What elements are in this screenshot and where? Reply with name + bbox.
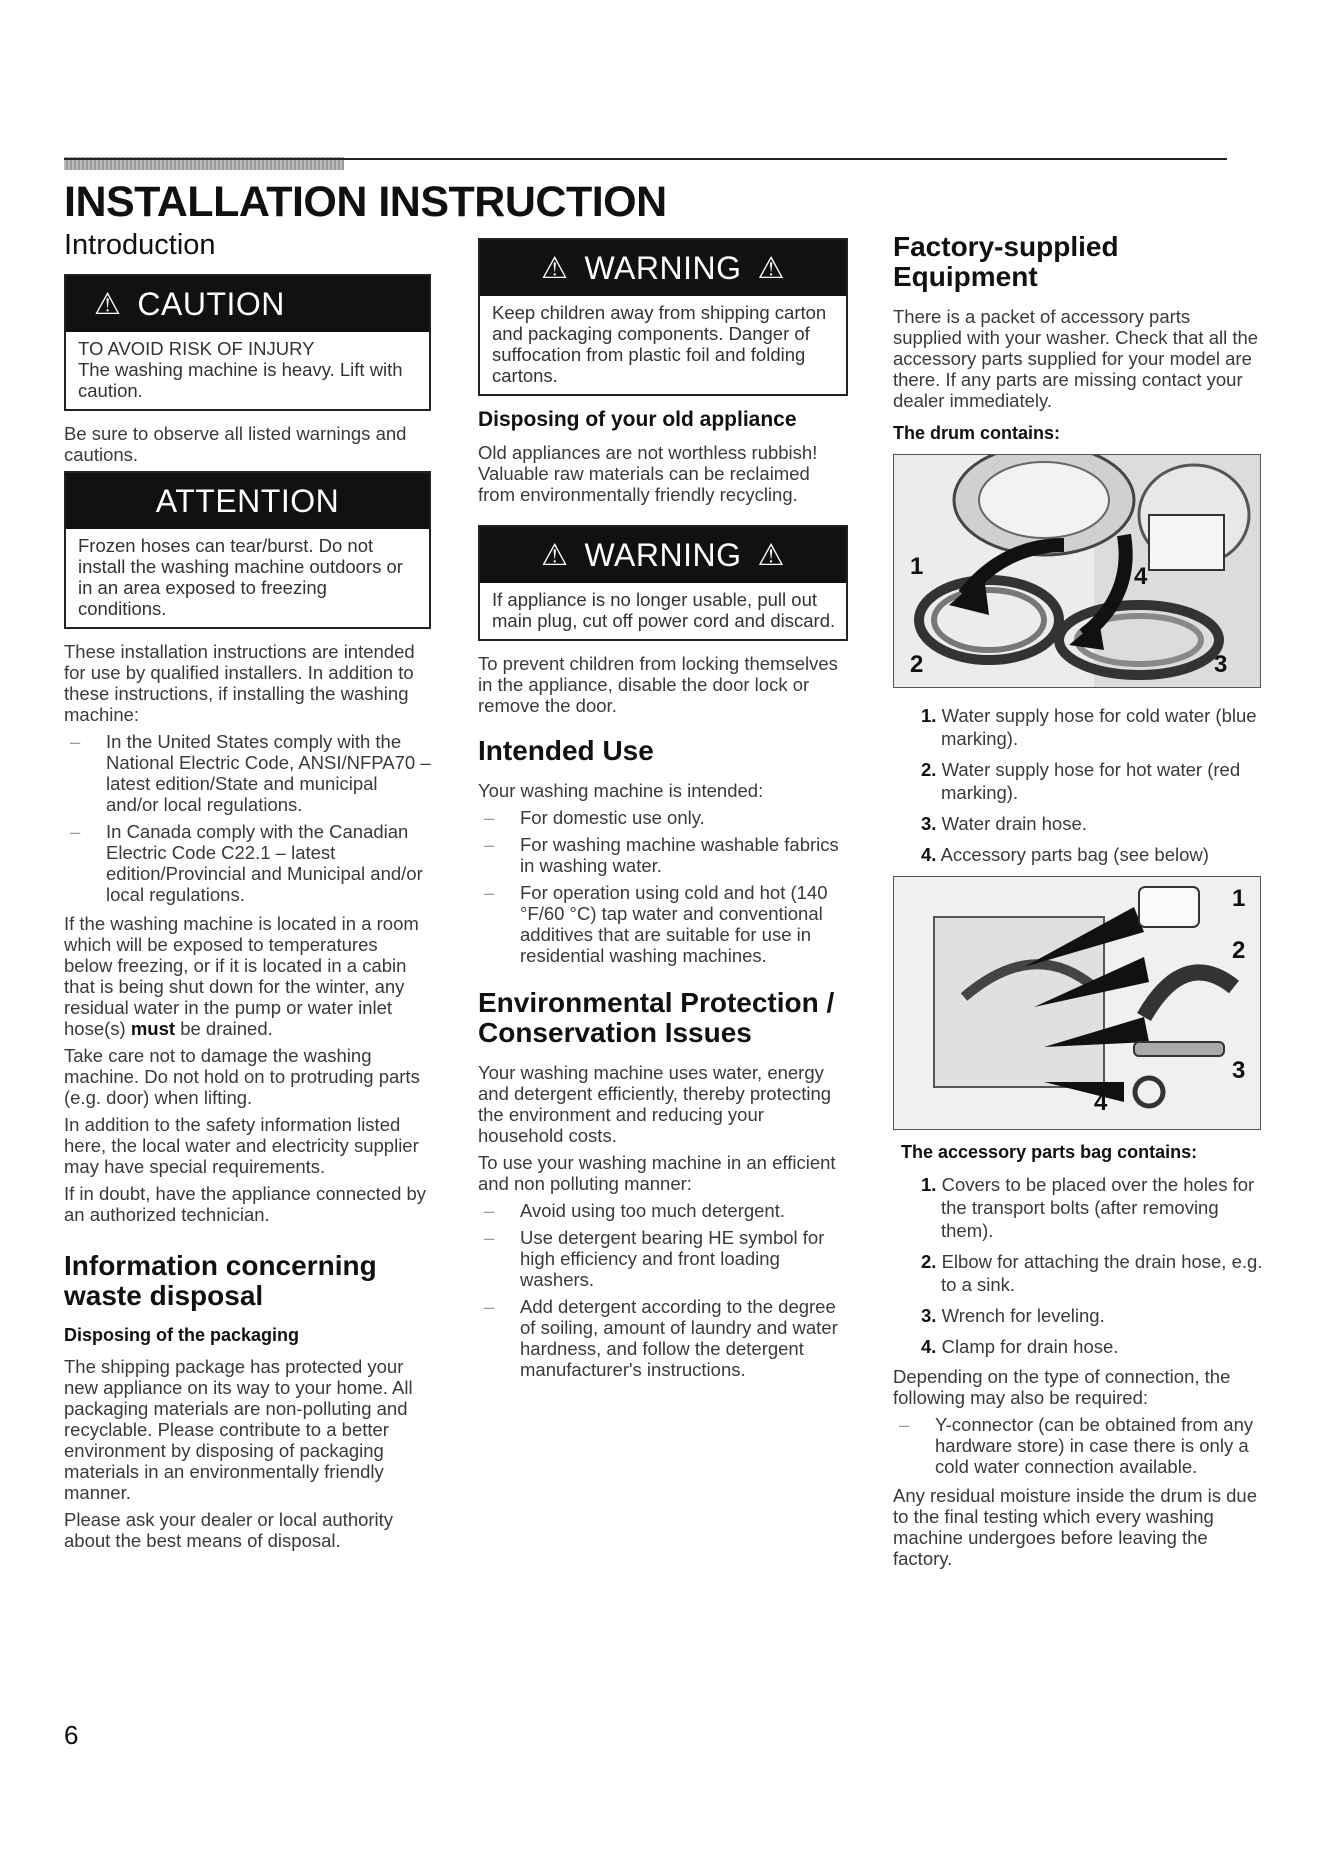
column-2 bbox=[478, 238, 848, 1388]
caution-box bbox=[64, 274, 431, 411]
warning-label: WARNING bbox=[584, 536, 742, 573]
attention-body: Frozen hoses can tear/burst. Do not install the washing machine outdoors or in an area exposed to freezing conditions. bbox=[78, 535, 403, 619]
figure-label: 2 bbox=[910, 651, 924, 678]
column-3 bbox=[893, 232, 1263, 1575]
list-item: 4. Accessory parts bag (see below) bbox=[921, 844, 1209, 865]
list-item: – In Canada comply with the Canadian Electric Code C22.1 – latest edition/Provincial and Municipal and/or local regulations. bbox=[64, 821, 431, 905]
figure-label: 3 bbox=[1214, 651, 1228, 678]
freezing-text-a: If the washing machine is located in a room which will be exposed to temperatures below freezing, or if it is located in a cabin that is being shut down for the winter, any residual water in the pump or water inlet hose(s) bbox=[64, 913, 419, 1039]
observe-paragraph: Be sure to observe all listed warnings and cautions. bbox=[64, 423, 407, 465]
bag-contents-list bbox=[893, 1173, 1263, 1358]
old-appliance-paragraph: Old appliances are not worthless rubbish! Valuable raw materials can be reclaimed from environmentally friendly recycling. bbox=[478, 442, 818, 505]
caution-header bbox=[66, 276, 429, 332]
drum-contains-heading: The drum contains: bbox=[893, 423, 1061, 443]
attention-header bbox=[66, 473, 429, 529]
warning-triangle-icon: ⚠ bbox=[541, 251, 569, 285]
attention-box bbox=[64, 471, 431, 629]
old-appliance-heading: Disposing of your old appliance bbox=[478, 408, 797, 431]
env-paragraph-1: Your washing machine uses water, energy and detergent efficiently, thereby protecting the environment and reducing your household costs. bbox=[478, 1062, 832, 1146]
figure-label: 1 bbox=[1232, 885, 1246, 912]
warning-body-2: If appliance is no longer usable, pull out main plug, cut off power cord and discard. bbox=[492, 589, 836, 631]
introduction-heading: Introduction bbox=[64, 229, 216, 261]
figure-label: 3 bbox=[1232, 1057, 1246, 1084]
list-item: – Add detergent according to the degree of soiling, amount of laundry and water hardness, and follow the detergent manufacturer's instructions. bbox=[478, 1296, 848, 1380]
warning-triangle-icon: ⚠ bbox=[94, 287, 122, 321]
page-number: 6 bbox=[64, 1720, 79, 1750]
environmental-heading: Environmental Protection / Conservation Issues bbox=[478, 987, 835, 1048]
list-item: – In the United States comply with the National Electric Code, ANSI/NFPA70 – latest edition/State and municipal and/or local regulations. bbox=[64, 731, 431, 815]
dealer-paragraph: Please ask your dealer or local authority about the best means of disposal. bbox=[64, 1509, 394, 1551]
warning-triangle-icon: ⚠ bbox=[757, 251, 785, 285]
drum-contents-illustration bbox=[893, 454, 1261, 688]
connection-paragraph: Depending on the type of connection, the following may also be required: bbox=[893, 1366, 1231, 1408]
list-item: 1. Covers to be placed over the holes for the transport bolts (after removing them). bbox=[921, 1174, 1255, 1241]
freezing-text-b: be drained. bbox=[180, 1018, 273, 1039]
freezing-paragraph bbox=[64, 913, 431, 1039]
caution-line-1: TO AVOID RISK OF INJURY bbox=[78, 338, 315, 359]
list-item: 2. Water supply hose for hot water (red marking). bbox=[921, 759, 1241, 803]
env-paragraph-2: To use your washing machine in an efficient and non polluting manner: bbox=[478, 1152, 836, 1194]
page-title: INSTALLATION INSTRUCTION bbox=[64, 178, 667, 226]
drum-contents-list bbox=[893, 704, 1263, 866]
packet-paragraph: There is a packet of accessory parts supplied with your washer. Check that all the accessory parts supplied for your model are there. If any parts are missing contact your dealer immediately. bbox=[893, 306, 1259, 411]
intended-list bbox=[478, 807, 848, 966]
attention-label: ATTENTION bbox=[155, 482, 340, 519]
warning-box-2 bbox=[478, 525, 848, 641]
regulations-list bbox=[64, 731, 431, 905]
installers-paragraph: These installation instructions are intended for use by qualified installers. In addition to these instructions, if installing the washing machine: bbox=[64, 641, 415, 725]
list-item: 2. Elbow for attaching the drain hose, e.g. to a sink. bbox=[921, 1251, 1263, 1295]
packaging-paragraph: The shipping package has protected your new appliance on its way to your home. All packaging materials are non-polluting and recyclable. Please contribute to a better environment by disposing of packaging materials in an environmentally friendly manner. bbox=[64, 1356, 413, 1503]
list-item: – For operation using cold and hot (140 °F/60 °C) tap water and conventional additives that are suitable for use in residential washing machines. bbox=[478, 882, 848, 966]
warning-box-1 bbox=[478, 238, 848, 396]
warning-triangle-icon: ⚠ bbox=[541, 538, 569, 572]
figure-label: 4 bbox=[1134, 563, 1148, 590]
list-item: 3. Water drain hose. bbox=[921, 813, 1087, 834]
caution-body bbox=[66, 332, 429, 409]
figure-label: 2 bbox=[1232, 937, 1246, 964]
children-paragraph: To prevent children from locking themselves in the appliance, disable the door lock or remove the door. bbox=[478, 653, 838, 716]
factory-equipment-heading: Factory-supplied Equipment bbox=[893, 231, 1119, 292]
drum-hoses-drawing bbox=[894, 455, 1260, 687]
warning-triangle-icon: ⚠ bbox=[757, 538, 785, 572]
intended-paragraph: Your washing machine is intended: bbox=[478, 780, 764, 801]
list-item: – Use detergent bearing HE symbol for high efficiency and front loading washers. bbox=[478, 1227, 848, 1290]
bag-contains-heading: The accessory parts bag contains: bbox=[901, 1142, 1198, 1162]
caution-label: CAUTION bbox=[137, 285, 285, 322]
list-item: 1. Water supply hose for cold water (blue marking). bbox=[921, 705, 1257, 749]
list-item: – Avoid using too much detergent. bbox=[478, 1200, 848, 1221]
care-paragraph: Take care not to damage the washing machine. Do not hold on to protruding parts (e.g. door) when lifting. bbox=[64, 1045, 420, 1108]
moisture-paragraph: Any residual moisture inside the drum is due to the final testing which every washing machine undergoes before leaving the factory. bbox=[893, 1485, 1258, 1569]
doubt-paragraph: If in doubt, have the appliance connected by an authorized technician. bbox=[64, 1183, 427, 1225]
list-item: – Y-connector (can be obtained from any hardware store) in case there is only a cold water connection available. bbox=[893, 1414, 1263, 1477]
safety-paragraph: In addition to the safety information listed here, the local water and electricity supplier may have special requirements. bbox=[64, 1114, 419, 1177]
figure-label: 1 bbox=[910, 553, 924, 580]
connection-list bbox=[893, 1414, 1263, 1477]
packaging-heading: Disposing of the packaging bbox=[64, 1325, 300, 1345]
list-item: 3. Wrench for leveling. bbox=[921, 1305, 1105, 1326]
warning-header-1 bbox=[480, 240, 846, 296]
accessory-bag-drawing bbox=[894, 877, 1260, 1129]
column-1 bbox=[64, 230, 431, 1557]
env-list bbox=[478, 1200, 848, 1380]
caution-line-2: The washing machine is heavy. Lift with caution. bbox=[78, 359, 403, 401]
warning-label: WARNING bbox=[584, 249, 742, 286]
waste-disposal-heading: Information concerning waste disposal bbox=[64, 1250, 377, 1311]
freezing-must: must bbox=[130, 1018, 176, 1039]
figure-label: 4 bbox=[1094, 1089, 1108, 1116]
header-rule bbox=[64, 158, 1227, 160]
intended-use-heading: Intended Use bbox=[478, 735, 654, 766]
accessory-bag-illustration bbox=[893, 876, 1261, 1130]
list-item: – For washing machine washable fabrics in washing water. bbox=[478, 834, 848, 876]
warning-body-1: Keep children away from shipping carton and packaging components. Danger of suffocation from plastic foil and folding cartons. bbox=[492, 302, 827, 386]
list-item: 4. Clamp for drain hose. bbox=[921, 1336, 1119, 1357]
warning-header-2 bbox=[480, 527, 846, 583]
list-item: – For domestic use only. bbox=[478, 807, 848, 828]
